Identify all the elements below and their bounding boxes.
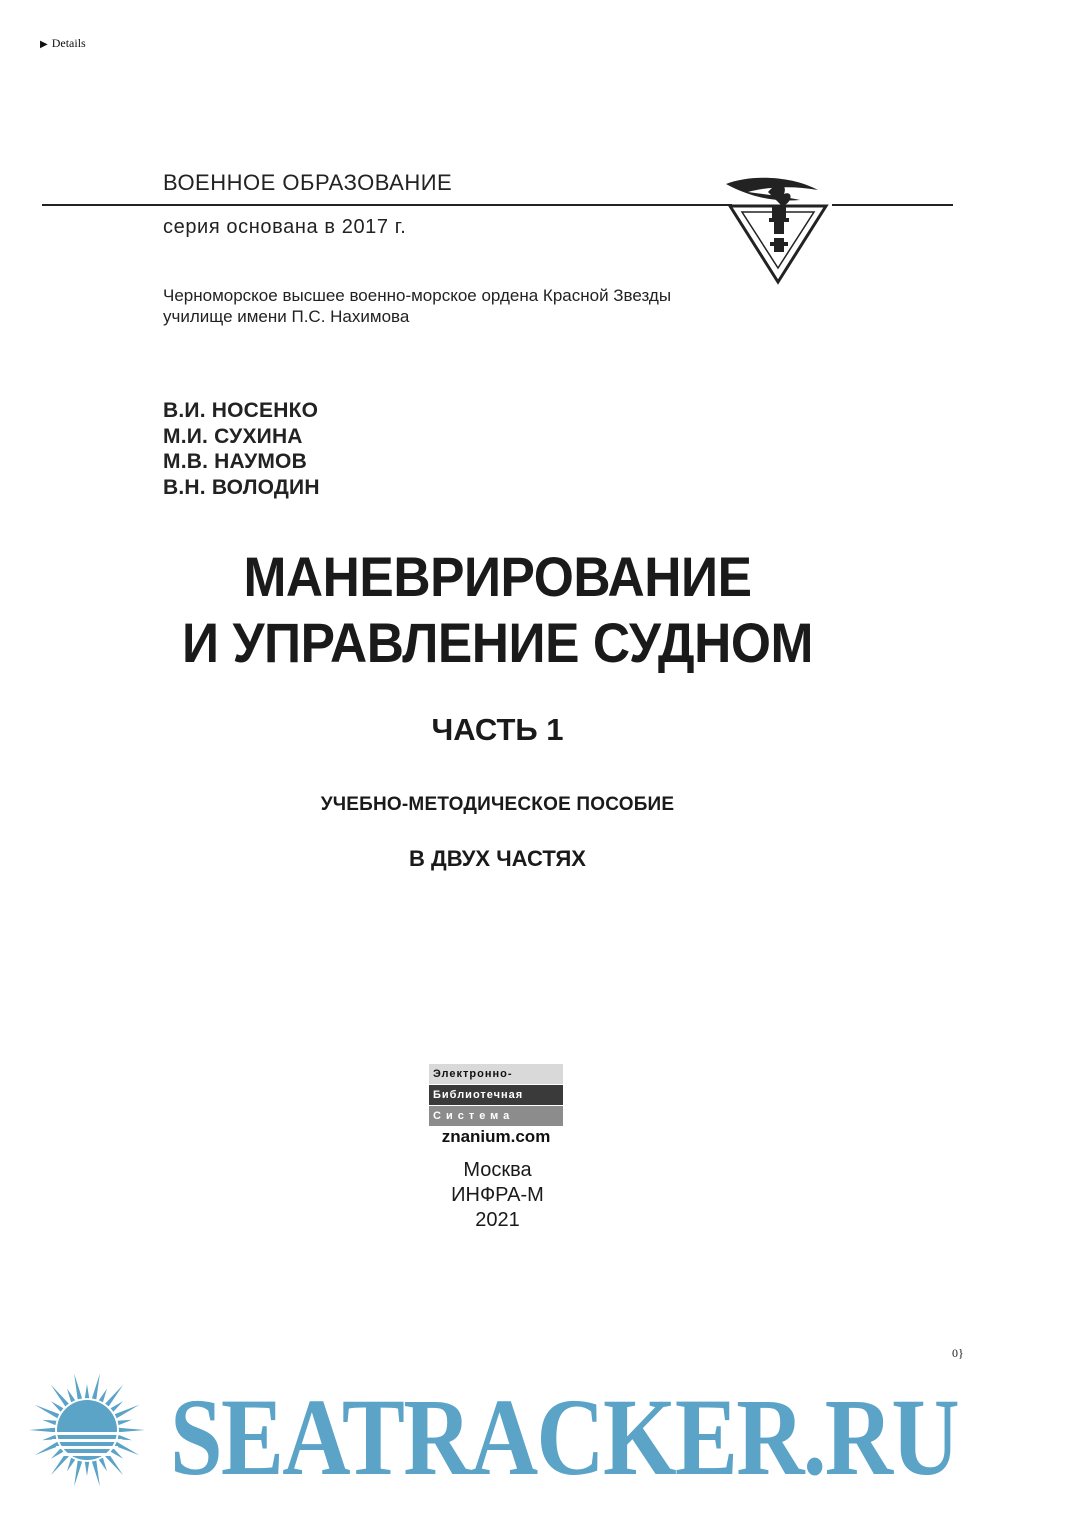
institution-line-1: Черноморское высшее военно-морское ордена Красной Звезды xyxy=(163,286,672,305)
torch-triangle-emblem-icon xyxy=(722,150,834,286)
ebs-line-2: Библиотечная xyxy=(429,1085,563,1105)
publisher-name: ИНФРА-М xyxy=(451,1184,544,1206)
watermark-text: SEATRACKER.RU xyxy=(170,1376,958,1498)
series-rule-left xyxy=(42,204,732,206)
book-title-line-1: МАНЕВРИРОВАНИЕ xyxy=(243,545,752,608)
sun-ray xyxy=(85,1462,89,1476)
sun-ray xyxy=(51,1401,63,1412)
institution xyxy=(163,285,671,327)
sun-ray xyxy=(85,1384,89,1398)
ebs-line-3: Система xyxy=(429,1106,563,1126)
sun-ray xyxy=(111,1401,123,1412)
book-parts-note: В ДВУХ ЧАСТЯХ xyxy=(409,846,586,871)
institution-line-2: училище имени П.С. Нахимова xyxy=(163,307,410,326)
author: М.И. СУХИНА xyxy=(163,424,303,448)
sun-ray xyxy=(42,1420,56,1425)
author: В.Н. ВОЛОДИН xyxy=(163,475,320,499)
sun-ray xyxy=(35,1442,60,1455)
series-title: ВОЕННОЕ ОБРАЗОВАНИЕ xyxy=(163,170,453,195)
series-subtitle: серия основана в 2017 г. xyxy=(163,216,407,238)
series-rule-right xyxy=(832,204,953,206)
disclosure-triangle-icon: ▶ xyxy=(40,39,48,50)
sun-ray xyxy=(118,1420,132,1425)
book-title xyxy=(40,544,955,676)
sun-ray xyxy=(115,1405,140,1418)
book-kind: УЧЕБНО-МЕТОДИЧЕСКОЕ ПОСОБИЕ xyxy=(320,794,675,815)
sun-ray xyxy=(92,1374,100,1400)
details-label: Details xyxy=(51,36,86,50)
book-title-line-2: И УПРАВЛЕНИЕ СУДНОМ xyxy=(182,611,813,674)
ebs-logo xyxy=(429,1064,563,1147)
sun-ray xyxy=(111,1448,123,1459)
sun-ray xyxy=(99,1458,107,1472)
sun-icon xyxy=(12,1372,162,1492)
page-mark: 0} xyxy=(952,1346,964,1360)
book-part: ЧАСТЬ 1 xyxy=(431,712,564,747)
author: М.В. НАУМОВ xyxy=(163,450,307,473)
author-list xyxy=(163,398,320,500)
sun-ray xyxy=(99,1389,107,1403)
sun-ray xyxy=(67,1389,75,1403)
author: В.И. НОСЕНКО xyxy=(163,399,319,422)
publisher-city: Москва xyxy=(463,1159,532,1181)
sun-ray xyxy=(74,1461,82,1487)
details-toggle[interactable] xyxy=(40,36,86,51)
sun-ray xyxy=(119,1428,145,1432)
ebs-site: znanium.com xyxy=(441,1127,551,1146)
sun-ray xyxy=(51,1448,63,1459)
sun-ray xyxy=(35,1405,60,1418)
sun-ray xyxy=(115,1442,140,1455)
sun-ray xyxy=(92,1461,100,1487)
sun-ray xyxy=(67,1458,75,1472)
sun-ray xyxy=(29,1428,55,1432)
sun-ray xyxy=(74,1374,82,1400)
publisher-year: 2021 xyxy=(475,1209,520,1231)
publisher-block xyxy=(0,1158,995,1233)
ebs-line-1: Электронно- xyxy=(429,1064,563,1084)
